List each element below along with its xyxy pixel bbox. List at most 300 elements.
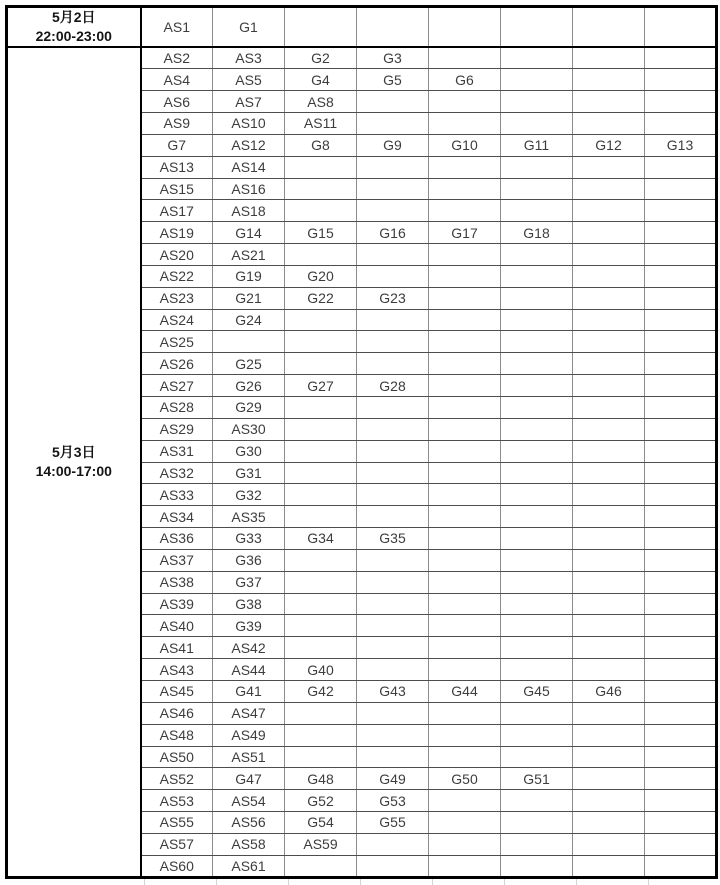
table-cell[interactable]: AS16 [213,178,285,200]
table-cell[interactable] [357,91,429,113]
table-cell[interactable]: G2 [285,47,357,69]
table-cell[interactable] [501,178,573,200]
table-cell[interactable] [429,440,501,462]
table-cell[interactable] [501,156,573,178]
table-cell[interactable]: AS17 [141,200,213,222]
table-cell[interactable] [285,855,357,877]
table-cell[interactable] [645,397,717,419]
table-cell[interactable] [573,702,645,724]
table-cell[interactable] [501,724,573,746]
table-cell[interactable] [429,528,501,550]
table-cell[interactable]: G51 [501,768,573,790]
table-cell[interactable] [645,200,717,222]
table-cell[interactable]: G53 [357,790,429,812]
table-cell[interactable] [501,265,573,287]
table-cell[interactable] [573,375,645,397]
table-cell[interactable] [429,637,501,659]
table-cell[interactable]: AS37 [141,549,213,571]
table-cell[interactable] [645,833,717,855]
table-cell[interactable]: G46 [573,680,645,702]
table-cell[interactable] [645,375,717,397]
table-cell[interactable]: AS1 [141,7,213,48]
table-cell[interactable]: G38 [213,593,285,615]
table-cell[interactable] [573,265,645,287]
table-cell[interactable] [429,265,501,287]
table-cell[interactable] [645,637,717,659]
table-cell[interactable] [285,746,357,768]
table-cell[interactable] [357,484,429,506]
table-cell[interactable] [645,69,717,91]
table-cell[interactable] [573,746,645,768]
table-cell[interactable]: AS13 [141,156,213,178]
table-cell[interactable] [573,812,645,834]
table-cell[interactable] [573,440,645,462]
table-cell[interactable] [429,91,501,113]
table-cell[interactable]: AS50 [141,746,213,768]
table-cell[interactable]: AS51 [213,746,285,768]
table-cell[interactable]: AS42 [213,637,285,659]
table-cell[interactable]: AS8 [285,91,357,113]
table-cell[interactable]: AS38 [141,571,213,593]
section-label-cell[interactable] [7,7,141,48]
table-cell[interactable]: G49 [357,768,429,790]
table-cell[interactable]: G30 [213,440,285,462]
table-cell[interactable]: AS4 [141,69,213,91]
table-cell[interactable] [645,222,717,244]
table-cell[interactable] [645,593,717,615]
table-cell[interactable]: AS25 [141,331,213,353]
table-cell[interactable] [501,637,573,659]
table-cell[interactable] [429,549,501,571]
table-cell[interactable] [645,549,717,571]
table-cell[interactable] [357,833,429,855]
table-cell[interactable] [429,47,501,69]
table-cell[interactable]: G47 [213,768,285,790]
table-cell[interactable]: AS19 [141,222,213,244]
table-cell[interactable]: G16 [357,222,429,244]
table-cell[interactable]: AS55 [141,812,213,834]
table-cell[interactable]: G23 [357,287,429,309]
table-cell[interactable] [357,353,429,375]
table-cell[interactable] [285,462,357,484]
table-cell[interactable] [213,331,285,353]
table-cell[interactable] [357,178,429,200]
table-cell[interactable]: AS61 [213,855,285,877]
table-cell[interactable] [429,724,501,746]
table-cell[interactable]: AS44 [213,659,285,681]
table-cell[interactable] [573,91,645,113]
table-cell[interactable] [429,702,501,724]
table-cell[interactable] [285,331,357,353]
table-cell[interactable] [285,571,357,593]
table-cell[interactable]: AS27 [141,375,213,397]
table-cell[interactable] [429,353,501,375]
table-cell[interactable] [645,506,717,528]
table-cell[interactable]: G43 [357,680,429,702]
table-cell[interactable] [429,855,501,877]
table-cell[interactable]: AS23 [141,287,213,309]
table-cell[interactable]: G42 [285,680,357,702]
table-cell[interactable] [501,506,573,528]
table-cell[interactable] [429,571,501,593]
table-cell[interactable] [573,790,645,812]
table-cell[interactable]: G33 [213,528,285,550]
table-cell[interactable]: AS54 [213,790,285,812]
table-cell[interactable]: G14 [213,222,285,244]
table-cell[interactable] [573,69,645,91]
table-cell[interactable] [501,200,573,222]
table-cell[interactable] [501,484,573,506]
table-cell[interactable] [285,702,357,724]
table-cell[interactable] [501,812,573,834]
table-cell[interactable] [357,746,429,768]
table-cell[interactable] [573,506,645,528]
table-cell[interactable] [501,418,573,440]
table-cell[interactable] [645,484,717,506]
table-cell[interactable] [357,265,429,287]
table-cell[interactable] [357,637,429,659]
table-cell[interactable]: AS31 [141,440,213,462]
table-cell[interactable]: AS59 [285,833,357,855]
table-cell[interactable] [429,593,501,615]
table-cell[interactable]: AS33 [141,484,213,506]
table-cell[interactable]: G31 [213,462,285,484]
table-cell[interactable] [645,244,717,266]
table-cell[interactable]: G17 [429,222,501,244]
table-cell[interactable] [285,309,357,331]
table-cell[interactable]: G19 [213,265,285,287]
table-cell[interactable]: G20 [285,265,357,287]
table-cell[interactable] [501,244,573,266]
table-cell[interactable]: G3 [357,47,429,69]
table-cell[interactable] [285,7,357,48]
table-cell[interactable] [285,615,357,637]
table-cell[interactable]: G25 [213,353,285,375]
table-cell[interactable] [285,506,357,528]
table-cell[interactable] [573,156,645,178]
table-cell[interactable] [429,7,501,48]
table-cell[interactable] [573,397,645,419]
table-cell[interactable] [645,178,717,200]
table-cell[interactable] [357,724,429,746]
table-cell[interactable]: AS36 [141,528,213,550]
table-cell[interactable]: G24 [213,309,285,331]
table-cell[interactable] [645,615,717,637]
table-cell[interactable]: G13 [645,134,717,156]
table-cell[interactable] [357,7,429,48]
table-cell[interactable] [285,156,357,178]
table-cell[interactable]: G45 [501,680,573,702]
table-cell[interactable]: AS6 [141,91,213,113]
table-cell[interactable]: AS3 [213,47,285,69]
table-cell[interactable]: AS14 [213,156,285,178]
table-cell[interactable]: AS5 [213,69,285,91]
table-cell[interactable] [501,47,573,69]
table-cell[interactable] [645,659,717,681]
table-cell[interactable] [573,833,645,855]
table-cell[interactable]: G36 [213,549,285,571]
table-cell[interactable] [285,637,357,659]
table-cell[interactable]: AS57 [141,833,213,855]
table-cell[interactable]: G18 [501,222,573,244]
table-cell[interactable] [645,746,717,768]
table-cell[interactable] [501,113,573,135]
table-cell[interactable]: G40 [285,659,357,681]
table-cell[interactable] [285,440,357,462]
table-cell[interactable] [573,113,645,135]
table-cell[interactable] [573,549,645,571]
table-cell[interactable] [645,7,717,48]
table-cell[interactable] [501,287,573,309]
table-cell[interactable] [645,571,717,593]
table-cell[interactable] [501,659,573,681]
table-cell[interactable] [645,47,717,69]
table-cell[interactable]: AS35 [213,506,285,528]
table-cell[interactable] [573,593,645,615]
table-cell[interactable] [573,178,645,200]
table-cell[interactable] [357,156,429,178]
table-cell[interactable] [645,462,717,484]
table-cell[interactable] [645,440,717,462]
table-cell[interactable]: G12 [573,134,645,156]
table-cell[interactable] [429,397,501,419]
table-cell[interactable]: AS41 [141,637,213,659]
table-cell[interactable] [645,768,717,790]
table-cell[interactable] [501,353,573,375]
table-cell[interactable] [429,309,501,331]
table-cell[interactable]: G5 [357,69,429,91]
table-cell[interactable] [285,593,357,615]
table-cell[interactable]: G32 [213,484,285,506]
table-cell[interactable] [573,571,645,593]
table-cell[interactable] [645,724,717,746]
table-cell[interactable] [573,768,645,790]
table-cell[interactable] [573,222,645,244]
table-cell[interactable] [429,200,501,222]
table-cell[interactable]: AS18 [213,200,285,222]
table-cell[interactable] [357,506,429,528]
table-cell[interactable] [645,91,717,113]
table-cell[interactable] [429,506,501,528]
table-cell[interactable] [645,156,717,178]
table-cell[interactable] [501,790,573,812]
table-cell[interactable] [501,375,573,397]
table-cell[interactable] [501,746,573,768]
table-cell[interactable] [645,287,717,309]
table-cell[interactable] [573,462,645,484]
table-cell[interactable] [573,528,645,550]
table-cell[interactable]: AS7 [213,91,285,113]
table-cell[interactable]: AS32 [141,462,213,484]
table-cell[interactable]: AS22 [141,265,213,287]
table-cell[interactable] [645,418,717,440]
table-cell[interactable] [501,440,573,462]
table-cell[interactable]: AS9 [141,113,213,135]
table-cell[interactable]: AS52 [141,768,213,790]
table-cell[interactable]: AS10 [213,113,285,135]
table-cell[interactable] [429,746,501,768]
table-cell[interactable]: G41 [213,680,285,702]
table-cell[interactable] [573,484,645,506]
table-cell[interactable]: AS2 [141,47,213,69]
table-cell[interactable] [573,855,645,877]
table-cell[interactable] [285,353,357,375]
table-cell[interactable]: G50 [429,768,501,790]
table-cell[interactable] [357,615,429,637]
table-cell[interactable] [645,680,717,702]
table-cell[interactable] [357,113,429,135]
table-cell[interactable] [573,7,645,48]
table-cell[interactable] [645,812,717,834]
table-cell[interactable] [357,397,429,419]
table-cell[interactable] [429,178,501,200]
table-cell[interactable] [429,287,501,309]
table-cell[interactable]: G52 [285,790,357,812]
table-cell[interactable]: G4 [285,69,357,91]
table-cell[interactable] [573,418,645,440]
table-cell[interactable]: G7 [141,134,213,156]
table-cell[interactable]: AS56 [213,812,285,834]
table-cell[interactable] [573,637,645,659]
table-cell[interactable] [645,265,717,287]
table-cell[interactable] [285,244,357,266]
table-cell[interactable]: G8 [285,134,357,156]
table-cell[interactable] [357,418,429,440]
table-cell[interactable] [573,309,645,331]
table-cell[interactable] [645,528,717,550]
table-cell[interactable]: AS20 [141,244,213,266]
table-cell[interactable]: G34 [285,528,357,550]
table-cell[interactable] [501,462,573,484]
table-cell[interactable] [357,549,429,571]
table-cell[interactable] [357,309,429,331]
table-cell[interactable] [645,790,717,812]
table-cell[interactable] [501,91,573,113]
table-cell[interactable] [501,528,573,550]
table-cell[interactable] [285,549,357,571]
table-cell[interactable]: G35 [357,528,429,550]
table-cell[interactable]: G29 [213,397,285,419]
table-cell[interactable] [573,200,645,222]
table-cell[interactable]: G6 [429,69,501,91]
table-cell[interactable]: AS12 [213,134,285,156]
table-cell[interactable] [357,244,429,266]
table-cell[interactable]: AS26 [141,353,213,375]
table-cell[interactable]: AS28 [141,397,213,419]
table-cell[interactable]: AS24 [141,309,213,331]
table-cell[interactable] [573,287,645,309]
table-cell[interactable] [573,47,645,69]
table-cell[interactable] [429,375,501,397]
table-cell[interactable]: AS39 [141,593,213,615]
table-cell[interactable] [429,833,501,855]
table-cell[interactable] [357,855,429,877]
table-cell[interactable] [429,812,501,834]
table-cell[interactable] [645,331,717,353]
table-cell[interactable] [501,397,573,419]
table-cell[interactable] [285,200,357,222]
table-cell[interactable] [357,593,429,615]
table-cell[interactable]: AS43 [141,659,213,681]
table-cell[interactable] [573,244,645,266]
table-cell[interactable]: AS30 [213,418,285,440]
table-cell[interactable] [285,484,357,506]
table-cell[interactable]: G44 [429,680,501,702]
section-label-cell[interactable] [7,47,141,877]
table-cell[interactable] [357,571,429,593]
table-cell[interactable] [357,659,429,681]
table-cell[interactable]: AS29 [141,418,213,440]
table-cell[interactable] [501,309,573,331]
table-cell[interactable] [501,69,573,91]
table-cell[interactable] [357,702,429,724]
table-cell[interactable]: AS48 [141,724,213,746]
table-cell[interactable]: AS40 [141,615,213,637]
table-cell[interactable]: G22 [285,287,357,309]
table-cell[interactable] [501,615,573,637]
table-cell[interactable]: G48 [285,768,357,790]
table-cell[interactable] [645,309,717,331]
table-cell[interactable] [357,462,429,484]
table-cell[interactable] [501,571,573,593]
table-cell[interactable] [645,353,717,375]
table-cell[interactable]: AS53 [141,790,213,812]
table-cell[interactable] [573,331,645,353]
table-cell[interactable] [429,418,501,440]
table-cell[interactable] [357,200,429,222]
table-cell[interactable]: AS45 [141,680,213,702]
table-cell[interactable]: G21 [213,287,285,309]
table-cell[interactable]: AS47 [213,702,285,724]
table-cell[interactable]: G11 [501,134,573,156]
table-cell[interactable] [645,855,717,877]
table-cell[interactable]: G26 [213,375,285,397]
table-cell[interactable]: AS15 [141,178,213,200]
table-cell[interactable]: G9 [357,134,429,156]
table-cell[interactable] [501,331,573,353]
table-cell[interactable]: AS60 [141,855,213,877]
table-cell[interactable] [429,113,501,135]
table-cell[interactable] [285,724,357,746]
table-cell[interactable] [501,855,573,877]
table-cell[interactable] [429,484,501,506]
table-cell[interactable] [285,418,357,440]
table-cell[interactable] [429,331,501,353]
table-cell[interactable] [573,724,645,746]
table-cell[interactable] [285,397,357,419]
table-cell[interactable] [501,833,573,855]
table-cell[interactable] [429,156,501,178]
table-cell[interactable] [429,615,501,637]
table-cell[interactable] [501,702,573,724]
table-cell[interactable] [285,178,357,200]
table-cell[interactable]: AS21 [213,244,285,266]
table-cell[interactable]: G39 [213,615,285,637]
table-cell[interactable] [429,462,501,484]
table-cell[interactable]: G28 [357,375,429,397]
table-cell[interactable] [429,790,501,812]
table-cell[interactable] [573,353,645,375]
table-cell[interactable]: AS46 [141,702,213,724]
table-cell[interactable] [645,702,717,724]
table-cell[interactable] [501,593,573,615]
table-cell[interactable] [573,615,645,637]
table-cell[interactable] [357,440,429,462]
table-cell[interactable]: AS11 [285,113,357,135]
table-cell[interactable]: G10 [429,134,501,156]
table-cell[interactable] [645,113,717,135]
table-cell[interactable]: G15 [285,222,357,244]
